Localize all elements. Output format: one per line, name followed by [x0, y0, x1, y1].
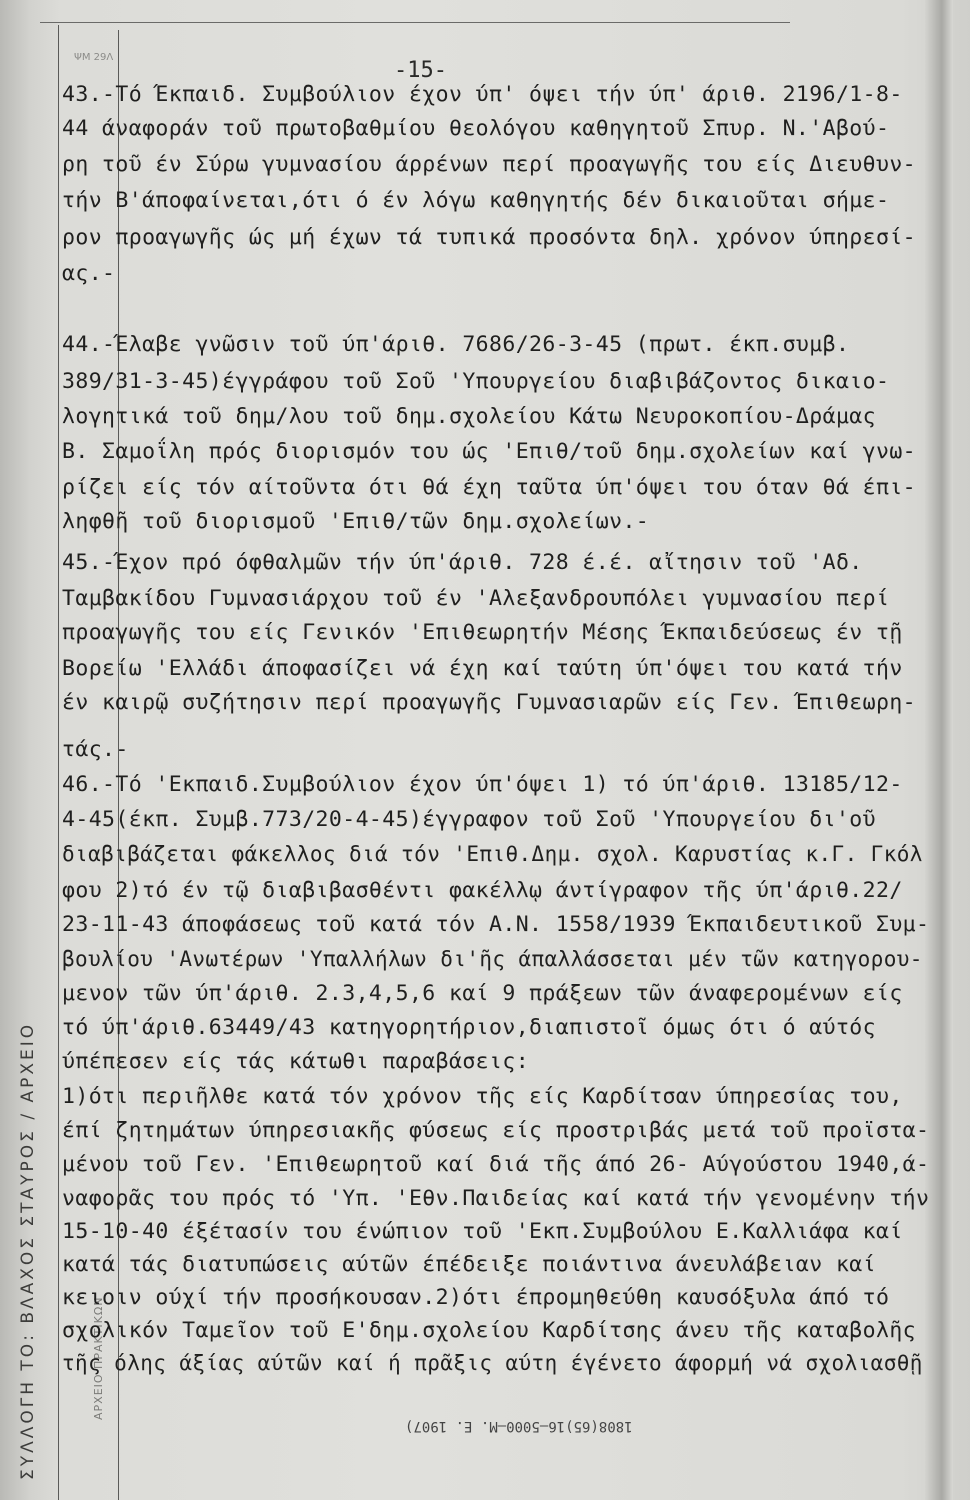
text-line: 1)ότι περιῆλθε κατά τόν χρόνον τῆς είς Καρδίτσαν ύπηρεσίας του,	[62, 1084, 903, 1109]
text-line: ρη τοῦ έν Σύρω γυμνασίου άρρένων περί προαγωγῆς του είς Διευθυν-	[62, 152, 917, 177]
text-line: φου 2)τό έν τῷ διαβιβασθέντι φακέλλῳ άντίγραφον τῆς ύπ'άριθ.22/	[62, 878, 903, 903]
text-line: ληφθῆ τοῦ διορισμοῦ 'Επιθ/τῶν δημ.σχολείων.-	[62, 509, 650, 534]
text-line: ναφορᾶς του πρός τό 'Υπ. 'Εθν.Παιδείας καί κατά τήν γενομένην τήν	[62, 1186, 930, 1211]
text-line: μένου τοῦ Γεν. 'Επιθεωρητοῦ καί διά τῆς άπό 26- Αύγούστου 1940,ά-	[62, 1152, 930, 1177]
text-line: 45.-Έχον πρό όφθαλμῶν τήν ύπ'άριθ. 728 έ.έ. αἴτησιν τοῦ 'Αδ.	[62, 550, 863, 575]
text-line: 46.-Τό 'Εκπαιδ.Συμβούλιον έχον ύπ'όψει 1) τό ύπ'άριθ. 13185/12-	[62, 772, 903, 797]
side-small-label: ΑΡΧΕΙΟ ΠΡΑΚΤΙΚΩΝ	[92, 1296, 105, 1420]
text-line: σχολικόν Ταμεῖον τοῦ Ε'δημ.σχολείου Καρδίτσης άνευ τῆς καταβολῆς	[62, 1318, 917, 1343]
text-line: ας.-	[62, 261, 116, 286]
text-line: ρον προαγωγῆς ώς μή έχων τά τυπικά προσόντα δηλ. χρόνον ύπηρεσί-	[62, 225, 917, 250]
margin-rule-left	[58, 25, 59, 1500]
text-line: μενον τῶν ύπ'άριθ. 2.3,4,5,6 καί 9 πράξεων τῶν άναφερομένων είς	[62, 981, 903, 1006]
text-line: κειοιν ούχί τήν προσήκουσαν.2)ότι έπρομηθεύθη καυσόξυλα άπό τό	[62, 1285, 890, 1310]
text-line: τῆς όλης άξίας αύτῶν καί ή πρᾶξις αύτη έγένετο άφορμή νά σχολιασθῇ	[62, 1351, 923, 1375]
text-line: 4-45(έκπ. Συμβ.773/20-4-45)έγγραφον τοῦ Σοῦ 'Υπουργείου δι'οῦ	[62, 807, 876, 832]
margin-rule-inner	[118, 30, 119, 1500]
binding-edge	[925, 0, 953, 1500]
text-line: 44.-Έλαβε γνῶσιν τοῦ ύπ'άριθ. 7686/26-3-45 (πρωτ. έκπ.συμβ.	[62, 332, 850, 357]
text-line: 23-11-43 άποφάσεως τοῦ κατά τόν Α.Ν. 1558/1939 Έκπαιδευτικοῦ Συμ-	[62, 912, 930, 937]
text-line: βουλίου 'Ανωτέρων 'Υπαλλήλων δι'ῆς άπαλλάσσεται μέν τῶν κατηγορου-	[62, 947, 923, 971]
text-line: προαγωγῆς του είς Γενικόν 'Επιθεωρητήν Μέσης Έκπαιδεύσεως έν τῇ	[62, 620, 903, 645]
text-line: ρίζει είς τόν αίτοῦντα ότι θά έχη ταῦτα ύπ'όψει του όταν θά έπι-	[62, 475, 917, 500]
text-line: Ταμβακίδου Γυμνασιάρχου τοῦ έν 'Αλεξανδρουπόλει γυμνασίου περί	[62, 586, 890, 611]
text-line: 44 άναφοράν τοῦ πρωτοβαθμίου θεολόγου καθηγητοῦ Σπυρ. Ν.'Αβού-	[62, 116, 890, 141]
top-rule	[40, 22, 790, 23]
text-line: τήν Β'άποφαίνεται,ότι ό έν λόγω καθηγητής δέν δικαιοῦται σήμε-	[62, 188, 890, 213]
text-line: Βορείω 'Ελλάδι άποφασίζει νά έχη καί ταύτη ύπ'όψει του κατά τήν	[62, 656, 903, 681]
text-line: 15-10-40 έξέτασίν του ένώπιον τοῦ 'Εκπ.Συμβούλου Ε.Καλλιάφα καί	[62, 1219, 903, 1244]
text-line: έπί ζητημάτων ύπηρεσιακῆς φύσεως είς προστριβάς μετά τοῦ προϊστα-	[62, 1118, 930, 1143]
archive-stamp: ΨΜ 29Λ	[74, 52, 114, 63]
printer-footer: 1808(65)16—5000—Μ. Ε. 1907)	[405, 1418, 633, 1434]
text-line: 389/31-3-45)έγγράφου τοῦ Σοῦ 'Υπουργείου διαβιβάζοντος δικαιο-	[62, 369, 890, 394]
text-line: τό ύπ'άριθ.63449/43 κατηγορητήριον,διαπιστοῖ όμως ότι ό αύτός	[62, 1015, 876, 1040]
text-line: κατά τάς διατυπώσεις αύτῶν έπέδειξε ποιάντινα άνευλάβειαν καί	[62, 1252, 876, 1277]
text-line: Β. Σαμοΐλη πρός διορισμόν του ώς 'Επιθ/τοῦ δημ.σχολείων καί γνω-	[62, 439, 917, 464]
page-number: -15-	[394, 58, 447, 83]
text-line: λογητικά τοῦ δημ/λου τοῦ δημ.σχολείου Κάτω Νευροκοπίου-Δράμας	[62, 404, 876, 429]
text-line: ύπέπεσεν είς τάς κάτωθι παραβάσεις:	[62, 1049, 530, 1074]
side-archive-label: ΣΥΛΛΟΓΗ ΤΟ: ΒΛΑΧΟΣ ΣΤΑΥΡΟΣ / ΑΡΧΕΙΟ	[18, 1021, 38, 1480]
text-line: έν καιρῷ συζήτησιν περί προαγωγῆς Γυμνασιαρῶν είς Γεν. Έπιθεωρη-	[62, 690, 917, 715]
text-line: διαβιβάζεται φάκελλος διά τόν 'Επιθ.Δημ. σχολ. Καρυστίας κ.Γ. Γκόλ	[62, 842, 923, 866]
text-line: τάς.-	[62, 737, 129, 762]
text-line: 43.-Τό Έκπαιδ. Συμβούλιον έχον ύπ' όψει τήν ύπ' άριθ. 2196/1-8-	[62, 82, 903, 107]
